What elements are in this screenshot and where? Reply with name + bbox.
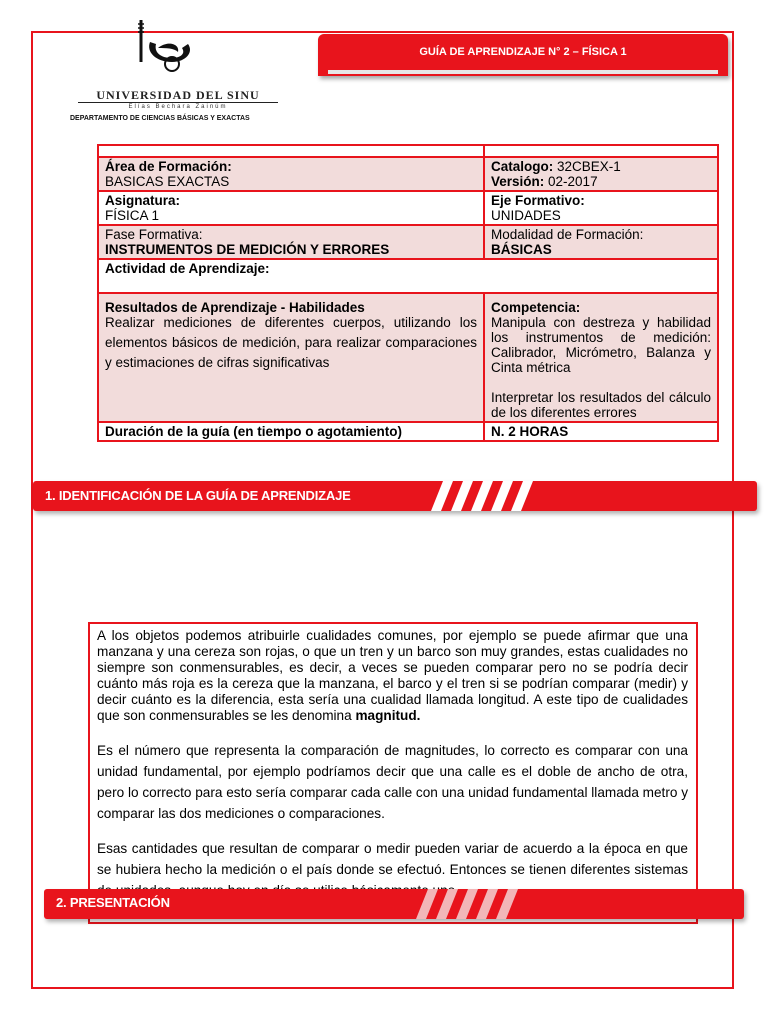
presentation-paragraph-2: Es el número que representa la comparación de magnitudes, lo correcto es comparar con una unidad fundamental, por ejemplo podríamos decir que una calle es el doble de ancho de otra, pero lo correcto para esto sería comparar cada calle con una unidad fundamental llamada metro y comparar las dos mediciones o comparaciones.: [97, 743, 688, 821]
guide-title-banner: [318, 34, 728, 76]
university-subtitle: Elías Bechara Zainúm: [128, 104, 228, 110]
resultados-label: Resultados de Aprendizaje - Habilidades: [105, 300, 365, 315]
university-logo-icon: [128, 18, 198, 84]
paragraph-text: A los objetos podemos atribuirle cualidades comunes, por ejemplo se puede afirmar que una manzana y una cereza son rojas, o que un tren y un barco son muy grandes, estas cualidades no siempre son conmensurables, es decir, a veces se pueden comparar pero no se podría decir cuánto más roja es la cereza que la manzana, el barco y el tren si se podrían comparar (medir) y decir cuánto es la diferencia, esta sería una cualidad llamada longitud. A este tipo de cualidades que son conmensurables se les denomina: [97, 628, 688, 723]
guide-title: GUÍA DE APRENDIZAJE N° 2 – FÍSICA 1: [419, 46, 627, 58]
table-row: [98, 157, 718, 191]
area-label: Área de Formación:: [105, 159, 232, 174]
section-title-presentation: 2. PRESENTACIÓN: [56, 895, 170, 910]
table-row: [98, 259, 718, 293]
fase-cell: [98, 225, 484, 259]
competencia-value-2: Interpretar los resultados del cálculo de los diferentes errores: [491, 390, 711, 420]
version-value: 02-2017: [544, 174, 598, 189]
fase-label: Fase Formativa:: [105, 227, 203, 242]
table-row: [98, 225, 718, 259]
table-empty-cell: [484, 145, 718, 157]
asignatura-value: FÍSICA 1: [105, 208, 160, 223]
presentation-text-box: [88, 622, 698, 924]
modalidad-cell: [484, 225, 718, 259]
section-title-identification: 1. IDENTIFICACIÓN DE LA GUÍA DE APRENDIZAJE: [45, 488, 351, 503]
stripe-decoration-icon: [404, 889, 544, 919]
presentation-paragraph-1: [97, 628, 688, 724]
duracion-value: N. 2 HORAS: [484, 422, 718, 441]
department-name: DEPARTAMENTO DE CIENCIAS BÁSICAS Y EXACTAS: [70, 115, 250, 122]
university-name: UNIVERSIDAD DEL SINU: [96, 88, 260, 102]
area-value: BASICAS EXACTAS: [105, 174, 230, 189]
catalogo-cell: [484, 157, 718, 191]
eje-cell: [484, 191, 718, 225]
competencia-value-1: Manipula con destreza y habilidad los instrumentos de medición: Calibrador, Micrómetro, Balanza y Cinta métrica: [491, 315, 711, 375]
resultados-cell: [98, 293, 484, 422]
catalogo-value: 32CBEX-1: [553, 159, 621, 174]
stripe-decoration-icon: [419, 481, 559, 511]
paragraph-bold-term: magnitud.: [355, 708, 421, 723]
eje-label: Eje Formativo:: [491, 193, 585, 208]
table-row: [98, 293, 718, 422]
actividad-cell: [98, 259, 718, 293]
competencia-label: Competencia:: [491, 300, 581, 315]
catalogo-label: Catalogo:: [491, 159, 554, 174]
resultados-value: Realizar mediciones de diferentes cuerpos, utilizando los elementos básicos de medición, para realizar comparaciones y estimaciones de cifras significativas: [105, 315, 477, 370]
presentation-paragraph-3: Esas cantidades que resultan de comparar o medir pueden variar de acuerdo a la época en que se hubiera hecho la medición o el país donde se efectuó. Entonces se tienen diferentes sistemas: [97, 841, 688, 877]
section-bar-presentation: [44, 889, 744, 919]
table-empty-cell: [98, 145, 484, 157]
modalidad-value: BÁSICAS: [491, 242, 552, 257]
fase-value: INSTRUMENTOS DE MEDICIÓN Y ERRORES: [105, 242, 390, 257]
asignatura-cell: [98, 191, 484, 225]
table-top-row: [98, 145, 718, 157]
university-underline: [78, 102, 278, 103]
area-cell: [98, 157, 484, 191]
actividad-label: Actividad de Aprendizaje:: [105, 261, 270, 276]
table-row: [98, 422, 718, 441]
section-bar-identification: [33, 481, 757, 511]
eje-value: UNIDADES: [491, 208, 561, 223]
competencia-cell: [484, 293, 718, 422]
guide-info-table: [97, 144, 719, 442]
duracion-label: Duración de la guía (en tiempo o agotamiento): [98, 422, 484, 441]
table-row: [98, 191, 718, 225]
version-label: Versión:: [491, 174, 545, 189]
modalidad-label: Modalidad de Formación:: [491, 227, 644, 242]
banner-inner-strip: [328, 70, 718, 74]
asignatura-label: Asignatura:: [105, 193, 181, 208]
